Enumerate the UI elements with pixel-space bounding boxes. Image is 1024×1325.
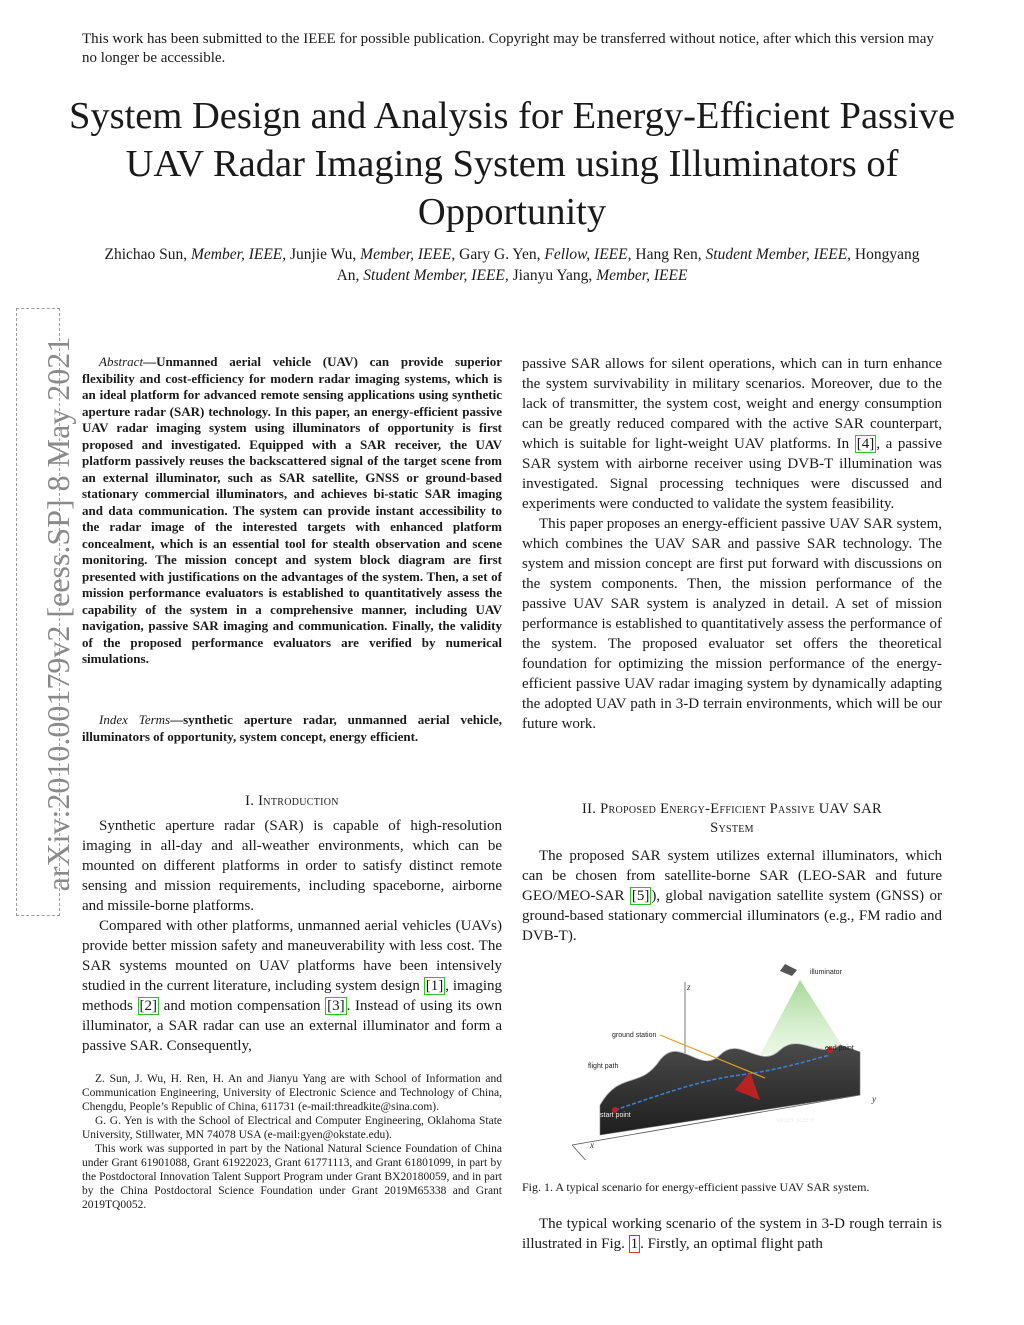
paragraph — [522, 1214, 942, 1254]
author-role: Student Member, IEEE, — [705, 246, 852, 263]
introduction-body — [82, 816, 502, 1056]
paragraph — [522, 846, 942, 946]
footnote: G. G. Yen is with the School of Electrical and Computer Engineering, Oklahoma State University, Stillwater, MN 74078 USA (e-mail:gyen@okstate.edu). — [82, 1115, 502, 1141]
footnote: This work was supported in part by the National Natural Science Foundation of China under Grant 61901088, Grant 61922023, Grant 61771113, and Grant 61801099, in part by the Postdoctoral Innovation Talent Support Program under Grant BX20180059, and in part by the China Postdoctoral Science Foundation under Grant 2019M65338 and Grant 2019TQ0052. — [82, 1143, 502, 1211]
paragraph-text: , imaging methods — [82, 978, 502, 1014]
illumination-beam — [760, 980, 845, 1055]
author-name: Zhichao Sun, — [104, 246, 188, 263]
start-point-label: start point — [600, 1112, 631, 1119]
paragraph-text: passive SAR allows for silent operations, which can in turn enhance the system survivability in military scenarios. Moreover, due to the lack of transmitter, the system cost, weight and energy consumption can be greatly reduced compared with the active SAR counterpart, which is suitable for light-weight UAV platforms. In — [522, 356, 942, 452]
copyright-notice: This work has been submitted to the IEEE for possible publication. Copyright may be transferred without notice, after which this version may no longer be accessible. — [82, 31, 934, 66]
z-axis-label: z — [687, 982, 691, 992]
paragraph-text: ), global navigation satellite system (GNSS) or ground-based stationary commercial illuminators (e.g., FM radio and DVB-T). — [522, 888, 942, 944]
index-terms-label: Index Terms — [99, 712, 171, 727]
flight-path-label: flight path — [588, 1063, 619, 1070]
paragraph-text: , a passive SAR system with airborne receiver using DVB-T illumination was investigated. Signal processing techniques were discussed and experiments were conducted to validate the system feasibility. — [522, 436, 942, 512]
right-column-body — [522, 354, 942, 734]
paragraph-text: The typical working scenario of the system in 3-D rough terrain is illustrated in Fig. — [522, 1216, 942, 1252]
section-number: II. — [582, 801, 597, 817]
figure-caption: Fig. 1. A typical scenario for energy-efficient passive UAV SAR system. — [522, 1180, 870, 1194]
arxiv-stamp: arXiv:2010.00179v2 [eess.SP] 8 May 2021 — [40, 336, 76, 892]
paragraph-text: and motion compensation — [159, 998, 326, 1014]
satellite-icon — [780, 964, 797, 976]
abstract-label: Abstract — [99, 354, 144, 369]
author-role: Member, IEEE — [596, 267, 688, 284]
author-name: Gary G. Yen, — [459, 246, 541, 263]
citation-link[interactable]: [2] — [139, 998, 157, 1014]
section-number: I. — [245, 793, 255, 809]
author-name: Junjie Wu, — [290, 246, 357, 263]
x-axis — [572, 1145, 590, 1160]
system-body — [522, 846, 942, 946]
paragraph: Synthetic aperture radar (SAR) is capable of high-resolution imaging in all-day and all-weather environments, which can be mounted on different platforms in order to satisfy distinct remote sensing and mission requirements, including spaceborne, airborne and missile-borne platforms. — [82, 818, 502, 914]
author-role: Member, IEEE, — [360, 246, 456, 263]
index-terms-text: —synthetic aperture radar, unmanned aerial vehicle, illuminators of opportunity, system concept, energy efficient. — [82, 712, 502, 744]
paper-title: System Design and Analysis for Energy-Efficient Passive UAV Radar Imaging System using Illuminators of Opportunity — [68, 95, 956, 233]
y-axis-label: y — [872, 1094, 876, 1104]
section-title: Proposed Energy-Efficient Passive UAV SAR — [600, 801, 882, 817]
paragraph — [522, 354, 942, 514]
author-role: Member, IEEE, — [191, 246, 287, 263]
author-list — [95, 244, 929, 286]
author-name: Hongyang An, — [336, 246, 920, 284]
target-scene-label: target scene — [776, 1117, 815, 1124]
x-axis-label: x — [590, 1140, 594, 1150]
author-name: Hang Ren, — [635, 246, 702, 263]
citation-link[interactable]: [4] — [856, 436, 875, 452]
footnote: Z. Sun, J. Wu, H. Ren, H. An and Jianyu Yang are with School of Information and Communication Engineering, University of Electronic Science and Technology of China, Chengdu, People’s Republic of China, 611731 (e-mail:threadkite@sina.com). — [82, 1073, 502, 1113]
paragraph — [82, 916, 502, 1056]
author-name: Jianyu Yang, — [512, 267, 593, 284]
end-point-label: end point — [825, 1045, 854, 1052]
ground-station-label: ground station — [612, 1032, 657, 1039]
citation-link[interactable]: [5] — [631, 888, 650, 904]
author-role: Student Member, IEEE, — [363, 267, 509, 284]
index-terms — [82, 712, 502, 745]
citation-link[interactable]: [3] — [327, 998, 345, 1014]
paragraph-text: . Firstly, an optimal flight path — [640, 1236, 823, 1252]
section-title: Introduction — [258, 793, 339, 809]
section-heading-system — [522, 800, 942, 838]
author-role: Fellow, IEEE, — [544, 246, 632, 263]
paragraph: This paper proposes an energy-efficient passive UAV SAR system, which combines the UAV SAR and passive SAR technology. The system and mission concept are first put forward with discussions on the system components. Then, the mission performance of the passive UAV SAR system is analyzed in detail. A set of mission performance is established to quantitatively assess the performance of the system. The proposed evaluator set offers the theoretical foundation for optimizing the mission performance of the energy-efficient passive UAV radar imaging system by dynamically adapting the adopted UAV path in 3-D terrain environments, which will be our future work. — [522, 516, 942, 732]
section-heading-introduction — [82, 792, 502, 811]
paragraph-text: . Instead of using its own illuminator, a SAR radar can use an external illuminator and form a passive SAR. Consequently, — [82, 998, 502, 1054]
illuminator-label: illuminator — [810, 969, 842, 976]
paragraph-text: The proposed SAR system utilizes external illuminators, which can be chosen from satellite-borne SAR (LEO-SAR and future GEO/MEO-SAR — [522, 848, 942, 904]
scenario-figure — [560, 960, 890, 1160]
system-body-continued — [522, 1214, 942, 1254]
figure-link[interactable]: 1 — [630, 1236, 639, 1252]
abstract — [82, 354, 502, 668]
citation-link[interactable]: [1] — [425, 978, 444, 994]
paragraph-text: Compared with other platforms, unmanned aerial vehicles (UAVs) provide better mission safety and maneuverability with less cost. The SAR systems mounted on UAV platforms have been intensively studied in the current literature, including system design — [82, 918, 502, 994]
section-title-line2: System — [710, 820, 754, 836]
abstract-text: —Unmanned aerial vehicle (UAV) can provide superior flexibility and cost-efficiency for modern radar imaging systems, which is an ideal platform for advanced remote sensing applications using synthetic aperture radar (SAR) technology. In this paper, an energy-efficient passive UAV radar imaging system using illuminators of opportunity is first proposed and investigated. Equipped with a SAR receiver, the UAV platform passively reuses the backscattered signal of the target scene from an external illuminator, such as SAR satellite, GNSS or ground-based stationary commercial illuminators, and achieves bi-static SAR imaging and data communication. The system can provide instant accessibility to the radar image of the interested targets with enhanced platform concealment, which is an essential tool for stealth observation and scene monitoring. The mission concept and system block diagram are first presented with justifications on the advantages of the system. Then, a set of mission performance evaluators is established to quantitatively assess the capability of the system in a comprehensive manner, including UAV navigation, passive SAR imaging and communication. Finally, the validity of the proposed performance evaluators are verified by numerical simulations. — [82, 354, 502, 666]
footnotes — [82, 1072, 502, 1212]
